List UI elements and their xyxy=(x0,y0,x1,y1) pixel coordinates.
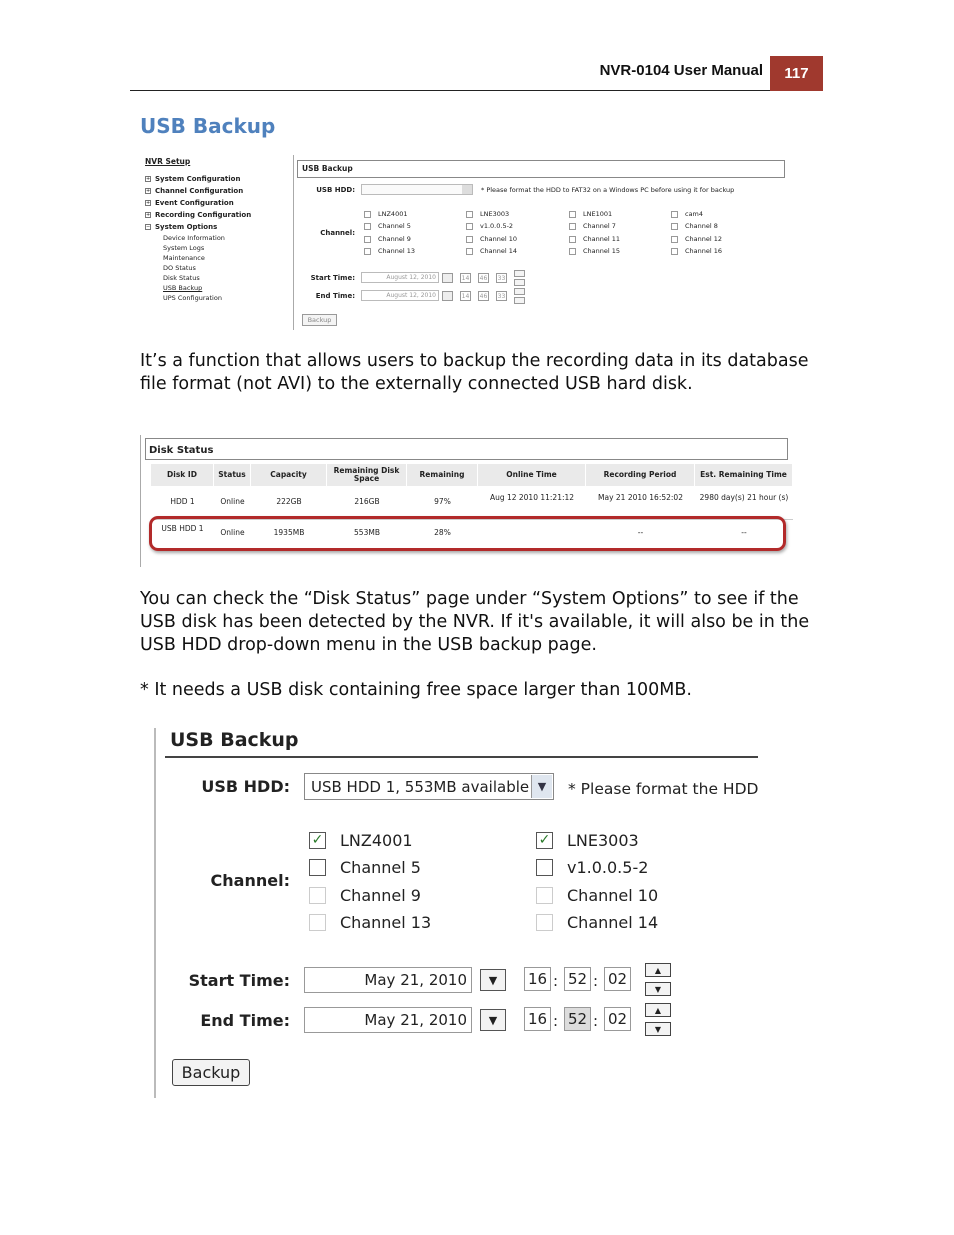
checkbox-icon[interactable] xyxy=(364,236,371,243)
channel-checkbox-left-1[interactable] xyxy=(309,830,413,850)
nav-item-recording-configuration[interactable]: + Recording Configuration xyxy=(146,211,252,219)
nav-sub-do-status[interactable]: DO Status xyxy=(163,264,196,272)
channel-name: Channel 8 xyxy=(685,222,718,230)
channel-checkbox-10[interactable] xyxy=(466,235,517,243)
time-separator: : xyxy=(553,972,559,990)
table-header xyxy=(151,464,793,486)
start-up-button[interactable] xyxy=(514,270,525,277)
end-down-button[interactable] xyxy=(514,297,525,304)
triangle-up-icon: ▲ xyxy=(654,965,662,975)
end-up-button[interactable] xyxy=(645,1003,671,1017)
checkbox-icon[interactable] xyxy=(466,223,473,230)
start-minute-input[interactable]: 46 xyxy=(479,275,488,282)
nav-item-system-configuration[interactable]: + System Configuration xyxy=(146,175,241,183)
paragraph-disk-status: You can check the “Disk Status” page under “System Options” to see if the USB disk has been detected by the NVR. If it's available, it will also be in the USB HDD drop-down menu in the USB backup page. xyxy=(140,589,810,655)
start-time-label: Start Time: xyxy=(188,971,290,990)
start-date-input[interactable]: May 21, 2010 xyxy=(304,967,472,993)
nav-item-system-options[interactable]: − System Options xyxy=(146,223,218,231)
triangle-down-icon: ▼ xyxy=(654,1024,662,1034)
channel-checkbox-1[interactable] xyxy=(364,210,407,218)
end-date-dropdown[interactable] xyxy=(442,291,453,301)
channel-name: cam4 xyxy=(685,210,704,218)
checkbox-icon[interactable] xyxy=(364,211,371,218)
page-number: 117 xyxy=(770,56,823,91)
checkmark-icon[interactable]: ✓ xyxy=(309,832,326,849)
column-header: Online Time xyxy=(478,464,586,486)
channel-name: LNE1001 xyxy=(583,210,613,218)
channel-name: Channel 14 xyxy=(567,912,659,932)
channel-checkbox-right-1[interactable] xyxy=(536,830,639,850)
end-hour-input[interactable]: 16 xyxy=(524,1007,551,1031)
end-hour-input[interactable]: 14 xyxy=(461,293,470,300)
start-second-input[interactable]: 33 xyxy=(497,275,506,282)
manual-title: NVR-0104 User Manual xyxy=(599,62,763,79)
table-cell: 2980 day(s) 21 hour (s) xyxy=(699,493,789,502)
end-down-button[interactable] xyxy=(645,1022,671,1036)
checkbox-icon[interactable] xyxy=(466,211,473,218)
channel-checkbox-right-3[interactable] xyxy=(536,885,658,905)
panel-title: USB Backup xyxy=(297,160,785,178)
start-up-button[interactable] xyxy=(645,963,671,977)
divider xyxy=(140,435,141,567)
channel-checkbox-3[interactable] xyxy=(569,210,612,218)
table-cell: 222GB xyxy=(276,497,302,506)
channel-name: Channel 7 xyxy=(583,222,616,230)
usb-hdd-select[interactable] xyxy=(361,184,473,195)
collapse-icon: − xyxy=(146,224,151,230)
checkbox-icon[interactable] xyxy=(569,211,576,218)
table-cell: Online xyxy=(220,497,245,506)
checkbox-icon[interactable] xyxy=(466,236,473,243)
channel-checkbox-5[interactable] xyxy=(364,222,411,230)
nav-sub-maintenance[interactable]: Maintenance xyxy=(163,254,205,262)
format-note: * Please format the HDD to FAT32 on a Windows PC before using it for backup xyxy=(481,186,735,194)
table-cell: -- xyxy=(637,528,644,537)
channel-checkbox-left-3[interactable] xyxy=(309,885,421,905)
checkbox-icon[interactable] xyxy=(671,236,678,243)
channel-checkbox-11[interactable] xyxy=(569,235,620,243)
chevron-down-icon: ▼ xyxy=(531,775,552,798)
channel-name: v1.0.0.5-2 xyxy=(480,222,514,230)
checkbox-icon[interactable] xyxy=(309,859,326,876)
usb-hdd-highlight xyxy=(149,516,786,551)
channel-checkbox-right-2[interactable] xyxy=(536,857,648,877)
nvr-setup-nav xyxy=(145,157,290,303)
nav-item-event-configuration[interactable]: + Event Configuration xyxy=(146,199,234,207)
usb-backup-screenshot-large xyxy=(150,728,770,1100)
backup-button[interactable]: Backup xyxy=(172,1059,250,1086)
column-header: Status xyxy=(214,464,251,486)
usb-hdd-label: USB HDD: xyxy=(201,777,290,796)
start-date-dropdown[interactable] xyxy=(442,273,453,283)
channel-name: Channel 13 xyxy=(340,912,432,932)
nav-sub-ups-configuration[interactable]: UPS Configuration xyxy=(163,294,222,302)
column-header: Capacity xyxy=(251,464,327,486)
start-hour-input[interactable]: 14 xyxy=(461,275,470,282)
end-date-input[interactable]: May 21, 2010 xyxy=(304,1007,472,1033)
channel-name: LNZ4001 xyxy=(378,210,408,218)
table-cell: -- xyxy=(741,528,747,537)
channel-checkbox-13[interactable] xyxy=(364,247,415,255)
table-cell: USB HDD 1 xyxy=(161,524,204,533)
section-heading: USB Backup xyxy=(140,114,276,138)
paragraph-intro: It’s a function that allows users to backup the recording data in its database file format (not AVI) to the externally connected USB hard disk. xyxy=(140,351,809,394)
start-date-input[interactable]: August 12, 2010 xyxy=(361,272,439,283)
checkbox-icon[interactable] xyxy=(569,236,576,243)
start-minute-input[interactable]: 52 xyxy=(564,967,591,991)
disk-status-screenshot xyxy=(140,435,795,567)
checkbox-icon[interactable] xyxy=(671,223,678,230)
end-minute-input[interactable]: 46 xyxy=(479,293,488,300)
channel-checkbox-6[interactable] xyxy=(466,222,513,230)
nav-sub-disk-status[interactable]: Disk Status xyxy=(163,274,200,282)
end-time-label: End Time: xyxy=(200,1011,290,1030)
column-header: Recording Period xyxy=(586,464,695,486)
channel-name: Channel 10 xyxy=(480,235,518,243)
channel-checkbox-9[interactable] xyxy=(364,235,411,243)
triangle-down-icon: ▼ xyxy=(488,1013,498,1027)
channel-name: Channel 5 xyxy=(378,222,411,230)
table-cell: Online xyxy=(220,528,245,537)
time-separator: : xyxy=(553,1012,559,1030)
start-date-dropdown[interactable] xyxy=(480,969,506,991)
end-up-button[interactable] xyxy=(514,288,525,295)
end-second-input[interactable]: 33 xyxy=(497,293,506,300)
checkmark-icon[interactable]: ✓ xyxy=(536,832,553,849)
end-minute-input[interactable]: 52 xyxy=(564,1007,591,1031)
table-cell: Aug 12 2010 11:21:12 xyxy=(489,493,575,502)
end-second-input[interactable]: 02 xyxy=(604,1007,631,1031)
table-cell: May 21 2010 16:52:02 xyxy=(598,493,683,502)
channel-name: Channel 13 xyxy=(378,247,416,255)
channel-checkbox-16[interactable] xyxy=(671,247,722,255)
channel-checkbox-7[interactable] xyxy=(569,222,616,230)
end-date-input[interactable]: August 12, 2010 xyxy=(361,290,439,301)
paragraph-note: * It needs a USB disk containing free space larger than 100MB. xyxy=(140,680,692,700)
channel-label: Channel: xyxy=(210,871,290,890)
table-cell: HDD 1 xyxy=(170,497,195,506)
channel-name: Channel 12 xyxy=(685,235,723,243)
channel-name: Channel 11 xyxy=(583,235,621,243)
channel-name: Channel 10 xyxy=(567,885,659,905)
checkbox-icon[interactable] xyxy=(536,859,553,876)
checkbox-icon[interactable] xyxy=(536,914,553,931)
checkbox-icon[interactable] xyxy=(364,223,371,230)
channel-checkbox-12[interactable] xyxy=(671,235,722,243)
checkbox-icon[interactable] xyxy=(309,914,326,931)
channel-name: Channel 5 xyxy=(340,857,421,877)
channel-name: Channel 9 xyxy=(378,235,411,243)
channel-checkbox-14[interactable] xyxy=(466,247,517,255)
channel-name: LNZ4001 xyxy=(340,830,413,850)
nav-sub-device-information[interactable]: Device Information xyxy=(163,234,225,242)
channel-name: Channel 16 xyxy=(685,247,723,255)
chevron-down-icon xyxy=(462,185,472,194)
triangle-down-icon: ▼ xyxy=(654,984,662,994)
channel-name: Channel 9 xyxy=(340,885,421,905)
title-rule xyxy=(165,756,758,758)
triangle-up-icon: ▲ xyxy=(654,1005,662,1015)
channel-label: Channel: xyxy=(320,229,355,237)
checkbox-icon[interactable] xyxy=(671,248,678,255)
usb-backup-screenshot-small xyxy=(140,153,790,333)
start-hour-input[interactable]: 16 xyxy=(524,967,551,991)
channel-checkbox-15[interactable] xyxy=(569,247,620,255)
expand-icon: + xyxy=(146,200,151,206)
table-cell: 28% xyxy=(434,528,451,537)
column-header: Est. Remaining Time xyxy=(695,464,793,486)
usb-hdd-select[interactable] xyxy=(304,773,554,800)
table-cell: 216GB xyxy=(354,497,380,506)
divider xyxy=(293,155,294,330)
expand-icon: + xyxy=(146,176,151,182)
nav-sub-usb-backup[interactable]: USB Backup xyxy=(163,284,203,292)
end-date-dropdown[interactable] xyxy=(480,1009,506,1031)
start-down-button[interactable] xyxy=(645,982,671,996)
end-time-label: End Time: xyxy=(315,292,355,300)
table-row xyxy=(151,490,793,518)
checkbox-icon[interactable] xyxy=(364,248,371,255)
channel-checkbox-4[interactable] xyxy=(671,210,703,218)
column-header: Disk ID xyxy=(151,464,214,486)
checkbox-icon[interactable] xyxy=(569,248,576,255)
nav-sub-system-logs[interactable]: System Logs xyxy=(163,244,205,252)
channel-checkbox-left-4[interactable] xyxy=(309,912,431,932)
channel-name: Channel 14 xyxy=(480,247,518,255)
nav-title[interactable]: NVR Setup xyxy=(145,157,191,166)
checkbox-icon[interactable] xyxy=(309,887,326,904)
channel-name: Channel 15 xyxy=(583,247,621,255)
usb-hdd-label: USB HDD: xyxy=(316,186,355,194)
start-time-label: Start Time: xyxy=(310,274,355,282)
table-cell: 1935MB xyxy=(273,528,305,537)
format-note: * Please format the HDD xyxy=(568,780,758,798)
channel-checkbox-left-2[interactable] xyxy=(309,857,421,877)
start-second-input[interactable]: 02 xyxy=(604,967,631,991)
expand-icon: + xyxy=(146,212,151,218)
time-separator: : xyxy=(593,972,599,990)
disk-status-title: Disk Status xyxy=(145,438,788,460)
table-cell: 97% xyxy=(434,497,451,506)
header-rule xyxy=(130,90,770,91)
checkbox-icon[interactable] xyxy=(569,223,576,230)
channel-checkbox-8[interactable] xyxy=(671,222,718,230)
channel-checkbox-right-4[interactable] xyxy=(536,912,658,932)
channel-name: v1.0.0.5-2 xyxy=(567,857,649,877)
divider xyxy=(154,728,156,1098)
time-separator: : xyxy=(593,1012,599,1030)
checkbox-icon[interactable] xyxy=(536,887,553,904)
nav-item-channel-configuration[interactable]: + Channel Configuration xyxy=(146,187,244,195)
column-header: Remaining Disk Space xyxy=(327,464,407,486)
channel-name: LNE3003 xyxy=(567,830,639,850)
triangle-down-icon: ▼ xyxy=(488,973,498,987)
usb-backup-title: USB Backup xyxy=(170,729,299,751)
usb-hdd-value: USB HDD 1, 553MB available xyxy=(311,778,530,796)
channel-name: LNE3003 xyxy=(480,210,510,218)
column-header: Remaining xyxy=(407,464,478,486)
channel-checkbox-2[interactable] xyxy=(466,210,509,218)
checkbox-icon[interactable] xyxy=(466,248,473,255)
start-down-button[interactable] xyxy=(514,279,525,286)
expand-icon: + xyxy=(146,188,151,194)
checkbox-icon[interactable] xyxy=(671,211,678,218)
backup-button[interactable]: Backup xyxy=(302,314,337,326)
table-cell: 553MB xyxy=(354,528,380,537)
